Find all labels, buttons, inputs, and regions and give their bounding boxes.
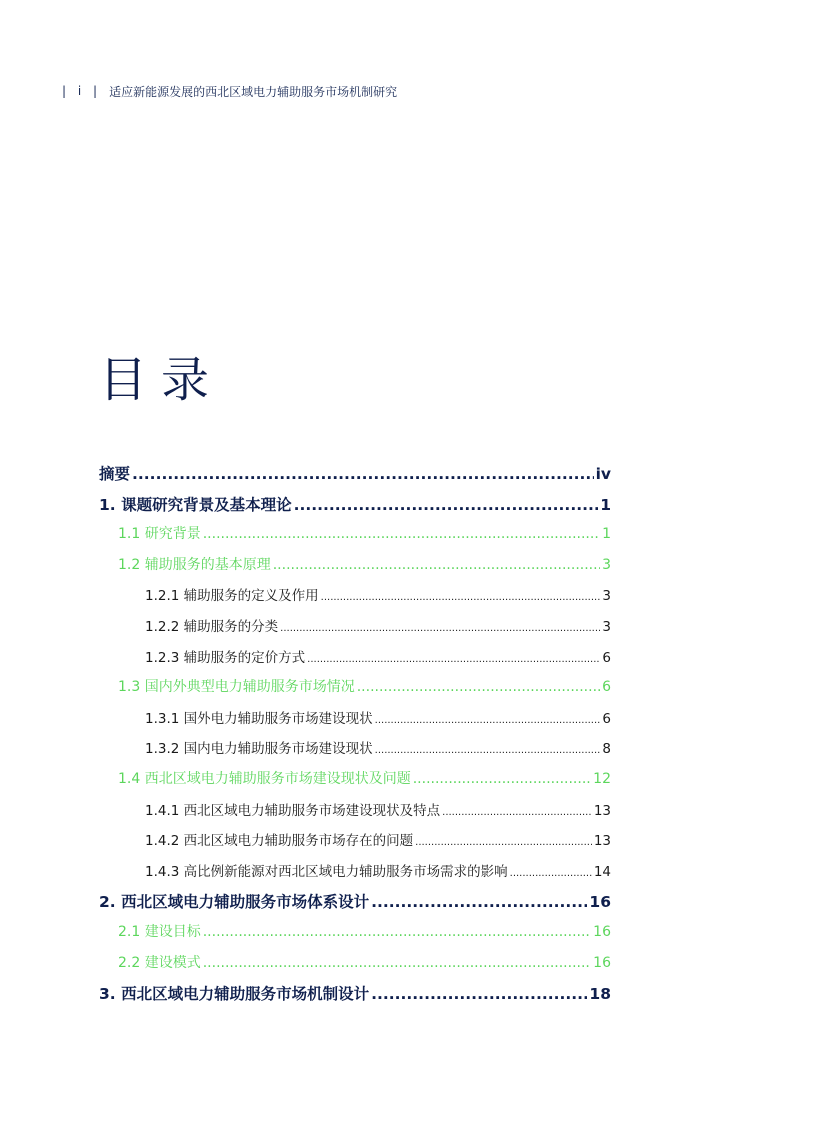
toc-entry[interactable]	[145, 737, 611, 759]
toc-entry[interactable]	[118, 952, 611, 974]
toc-leader-dots	[203, 955, 591, 971]
toc-leader-dots	[371, 985, 587, 1003]
toc-entry[interactable]	[145, 799, 611, 821]
toc-leader-dots	[371, 893, 587, 911]
toc-entry-label: 1.3.2 国内电力辅助服务市场建设现状	[145, 741, 373, 757]
toc-entry-page: 8	[602, 741, 611, 757]
header-title: 适应新能源发展的西北区域电力辅助服务市场机制研究	[109, 84, 398, 99]
toc-entry[interactable]	[145, 829, 611, 851]
toc-entry[interactable]	[118, 676, 611, 698]
toc-entry-page: 6	[602, 679, 611, 695]
toc-leader-dots	[375, 715, 601, 726]
toc-entry[interactable]	[118, 554, 611, 576]
toc-entry-page: 3	[602, 588, 611, 604]
toc-entry-page: 1	[600, 496, 611, 514]
toc-entry-label: 1.2.3 辅助服务的定价方式	[145, 650, 306, 666]
toc-entry[interactable]	[99, 493, 611, 515]
toc-entry-page: 16	[589, 893, 611, 911]
toc-leader-dots	[203, 526, 600, 542]
toc-heading: 目录	[99, 352, 224, 408]
toc-leader-dots	[307, 654, 600, 665]
toc-entry-label: 1.2.1 辅助服务的定义及作用	[145, 588, 319, 604]
toc-entry-label: 1.2.2 辅助服务的分类	[145, 619, 279, 635]
toc-entry-page: 1	[602, 526, 611, 542]
toc-entry[interactable]	[145, 584, 611, 606]
toc-entry-label: 2. 西北区域电力辅助服务市场体系设计	[99, 893, 370, 911]
toc-entry-label: 1.4.3 高比例新能源对西北区域电力辅助服务市场需求的影响	[145, 864, 508, 880]
toc-leader-dots	[510, 868, 592, 879]
toc-entry[interactable]	[118, 921, 611, 943]
toc-leader-dots	[203, 924, 591, 940]
toc-entry-label: 3. 西北区域电力辅助服务市场机制设计	[99, 985, 370, 1003]
toc-entry-page: 12	[593, 771, 611, 787]
toc-entry-page: 18	[589, 985, 611, 1003]
toc-leader-dots	[415, 837, 592, 848]
toc-entry-page: 3	[602, 557, 611, 573]
toc-entry-label: 1.4.2 西北区域电力辅助服务市场存在的问题	[145, 833, 414, 849]
toc-entry[interactable]	[145, 707, 611, 729]
toc-leader-dots	[321, 592, 601, 603]
toc-leader-dots	[132, 465, 594, 483]
toc-leader-dots	[273, 557, 600, 573]
toc-entry-label: 1.4 西北区域电力辅助服务市场建设现状及问题	[118, 771, 411, 787]
toc-entry-page: 3	[602, 619, 611, 635]
toc-entry-page: iv	[595, 465, 611, 483]
toc-entry[interactable]	[145, 860, 611, 882]
toc-entry-label: 2.1 建设目标	[118, 924, 201, 940]
toc-entry-label: 1.2 辅助服务的基本原理	[118, 557, 271, 573]
running-header	[62, 82, 397, 100]
toc-entry[interactable]	[99, 462, 611, 484]
toc-entry-page: 16	[593, 924, 611, 940]
toc-entry-label: 1. 课题研究背景及基本理论	[99, 496, 292, 514]
toc-entry-label: 1.3.1 国外电力辅助服务市场建设现状	[145, 711, 373, 727]
toc-entry-page: 13	[593, 833, 611, 849]
toc-entry-label: 1.4.1 西北区域电力辅助服务市场建设现状及特点	[145, 803, 441, 819]
toc-entry-page: 6	[602, 650, 611, 666]
toc-leader-dots	[294, 496, 599, 514]
toc-leader-dots	[442, 807, 592, 818]
toc-entry[interactable]	[118, 768, 611, 790]
toc-leader-dots	[413, 771, 591, 787]
toc-entry-label: 摘要	[99, 465, 131, 483]
toc-leader-dots	[357, 679, 600, 695]
toc-leader-dots	[375, 745, 601, 756]
toc-entry[interactable]	[99, 890, 611, 912]
toc-entry[interactable]	[145, 615, 611, 637]
toc-entry-label: 1.3 国内外典型电力辅助服务市场情况	[118, 679, 355, 695]
toc-entry-page: 6	[602, 711, 611, 727]
toc-entry-label: 1.1 研究背景	[118, 526, 201, 542]
toc-leader-dots	[280, 623, 600, 634]
toc-entry-label: 2.2 建设模式	[118, 955, 201, 971]
toc-entry-page: 13	[593, 803, 611, 819]
page-number: | i |	[62, 84, 102, 98]
toc-entry[interactable]	[99, 982, 611, 1004]
toc-entry-page: 16	[593, 955, 611, 971]
toc-entry-page: 14	[593, 864, 611, 880]
toc-entry[interactable]	[145, 646, 611, 668]
toc-entry[interactable]	[118, 523, 611, 545]
